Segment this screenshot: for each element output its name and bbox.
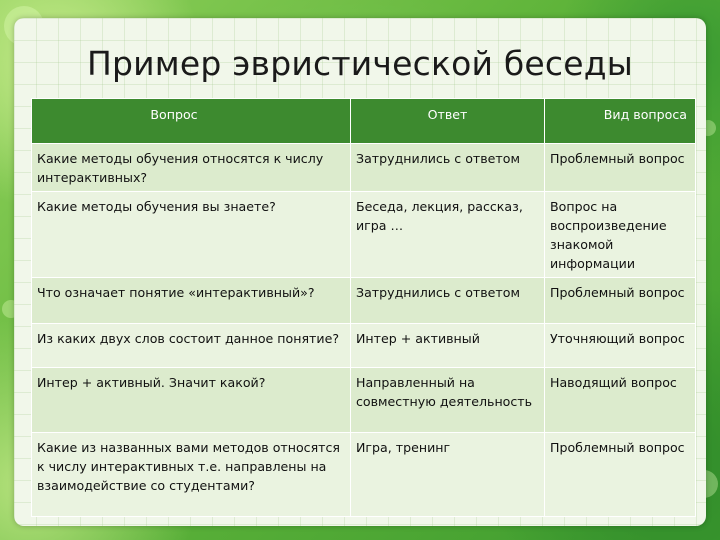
table-row — [32, 433, 696, 517]
table-row — [32, 278, 696, 324]
question-type-cell: Наводящий вопрос — [545, 368, 696, 433]
answer-cell: Игра, тренинг — [351, 433, 545, 517]
question-cell: Какие методы обучения относятся к числу интерактивных? — [32, 144, 351, 192]
question-cell: Интер + активный. Значит какой? — [32, 368, 351, 433]
dialogue-table — [31, 98, 696, 517]
slide-title: Пример эвристической беседы — [87, 44, 633, 83]
table-row — [32, 324, 696, 368]
question-type-cell: Проблемный вопрос — [545, 433, 696, 517]
question-type-cell: Уточняющий вопрос — [545, 324, 696, 368]
question-type-cell: Вопрос на воспроизведение знакомой информации — [545, 192, 696, 278]
table-row — [32, 368, 696, 433]
question-cell: Какие методы обучения вы знаете? — [32, 192, 351, 278]
table-header-row — [32, 99, 696, 144]
table-row — [32, 144, 696, 192]
question-cell: Какие из названных вами методов относятся к числу интерактивных т.е. направлены на взаимодействие со студентами? — [32, 433, 351, 517]
column-header-question-type: Вид вопроса — [545, 99, 696, 144]
answer-cell: Затруднились с ответом — [351, 278, 545, 324]
answer-cell: Интер + активный — [351, 324, 545, 368]
question-cell: Что означает понятие «интерактивный»? — [32, 278, 351, 324]
column-header-answer: Ответ — [351, 99, 545, 144]
answer-cell: Направленный на совместную деятельность — [351, 368, 545, 433]
question-cell: Из каких двух слов состоит данное понятие? — [32, 324, 351, 368]
answer-cell: Затруднились с ответом — [351, 144, 545, 192]
question-type-cell: Проблемный вопрос — [545, 278, 696, 324]
question-type-cell: Проблемный вопрос — [545, 144, 696, 192]
table-row — [32, 192, 696, 278]
answer-cell: Беседа, лекция, рассказ, игра … — [351, 192, 545, 278]
column-header-question: Вопрос — [32, 99, 351, 144]
